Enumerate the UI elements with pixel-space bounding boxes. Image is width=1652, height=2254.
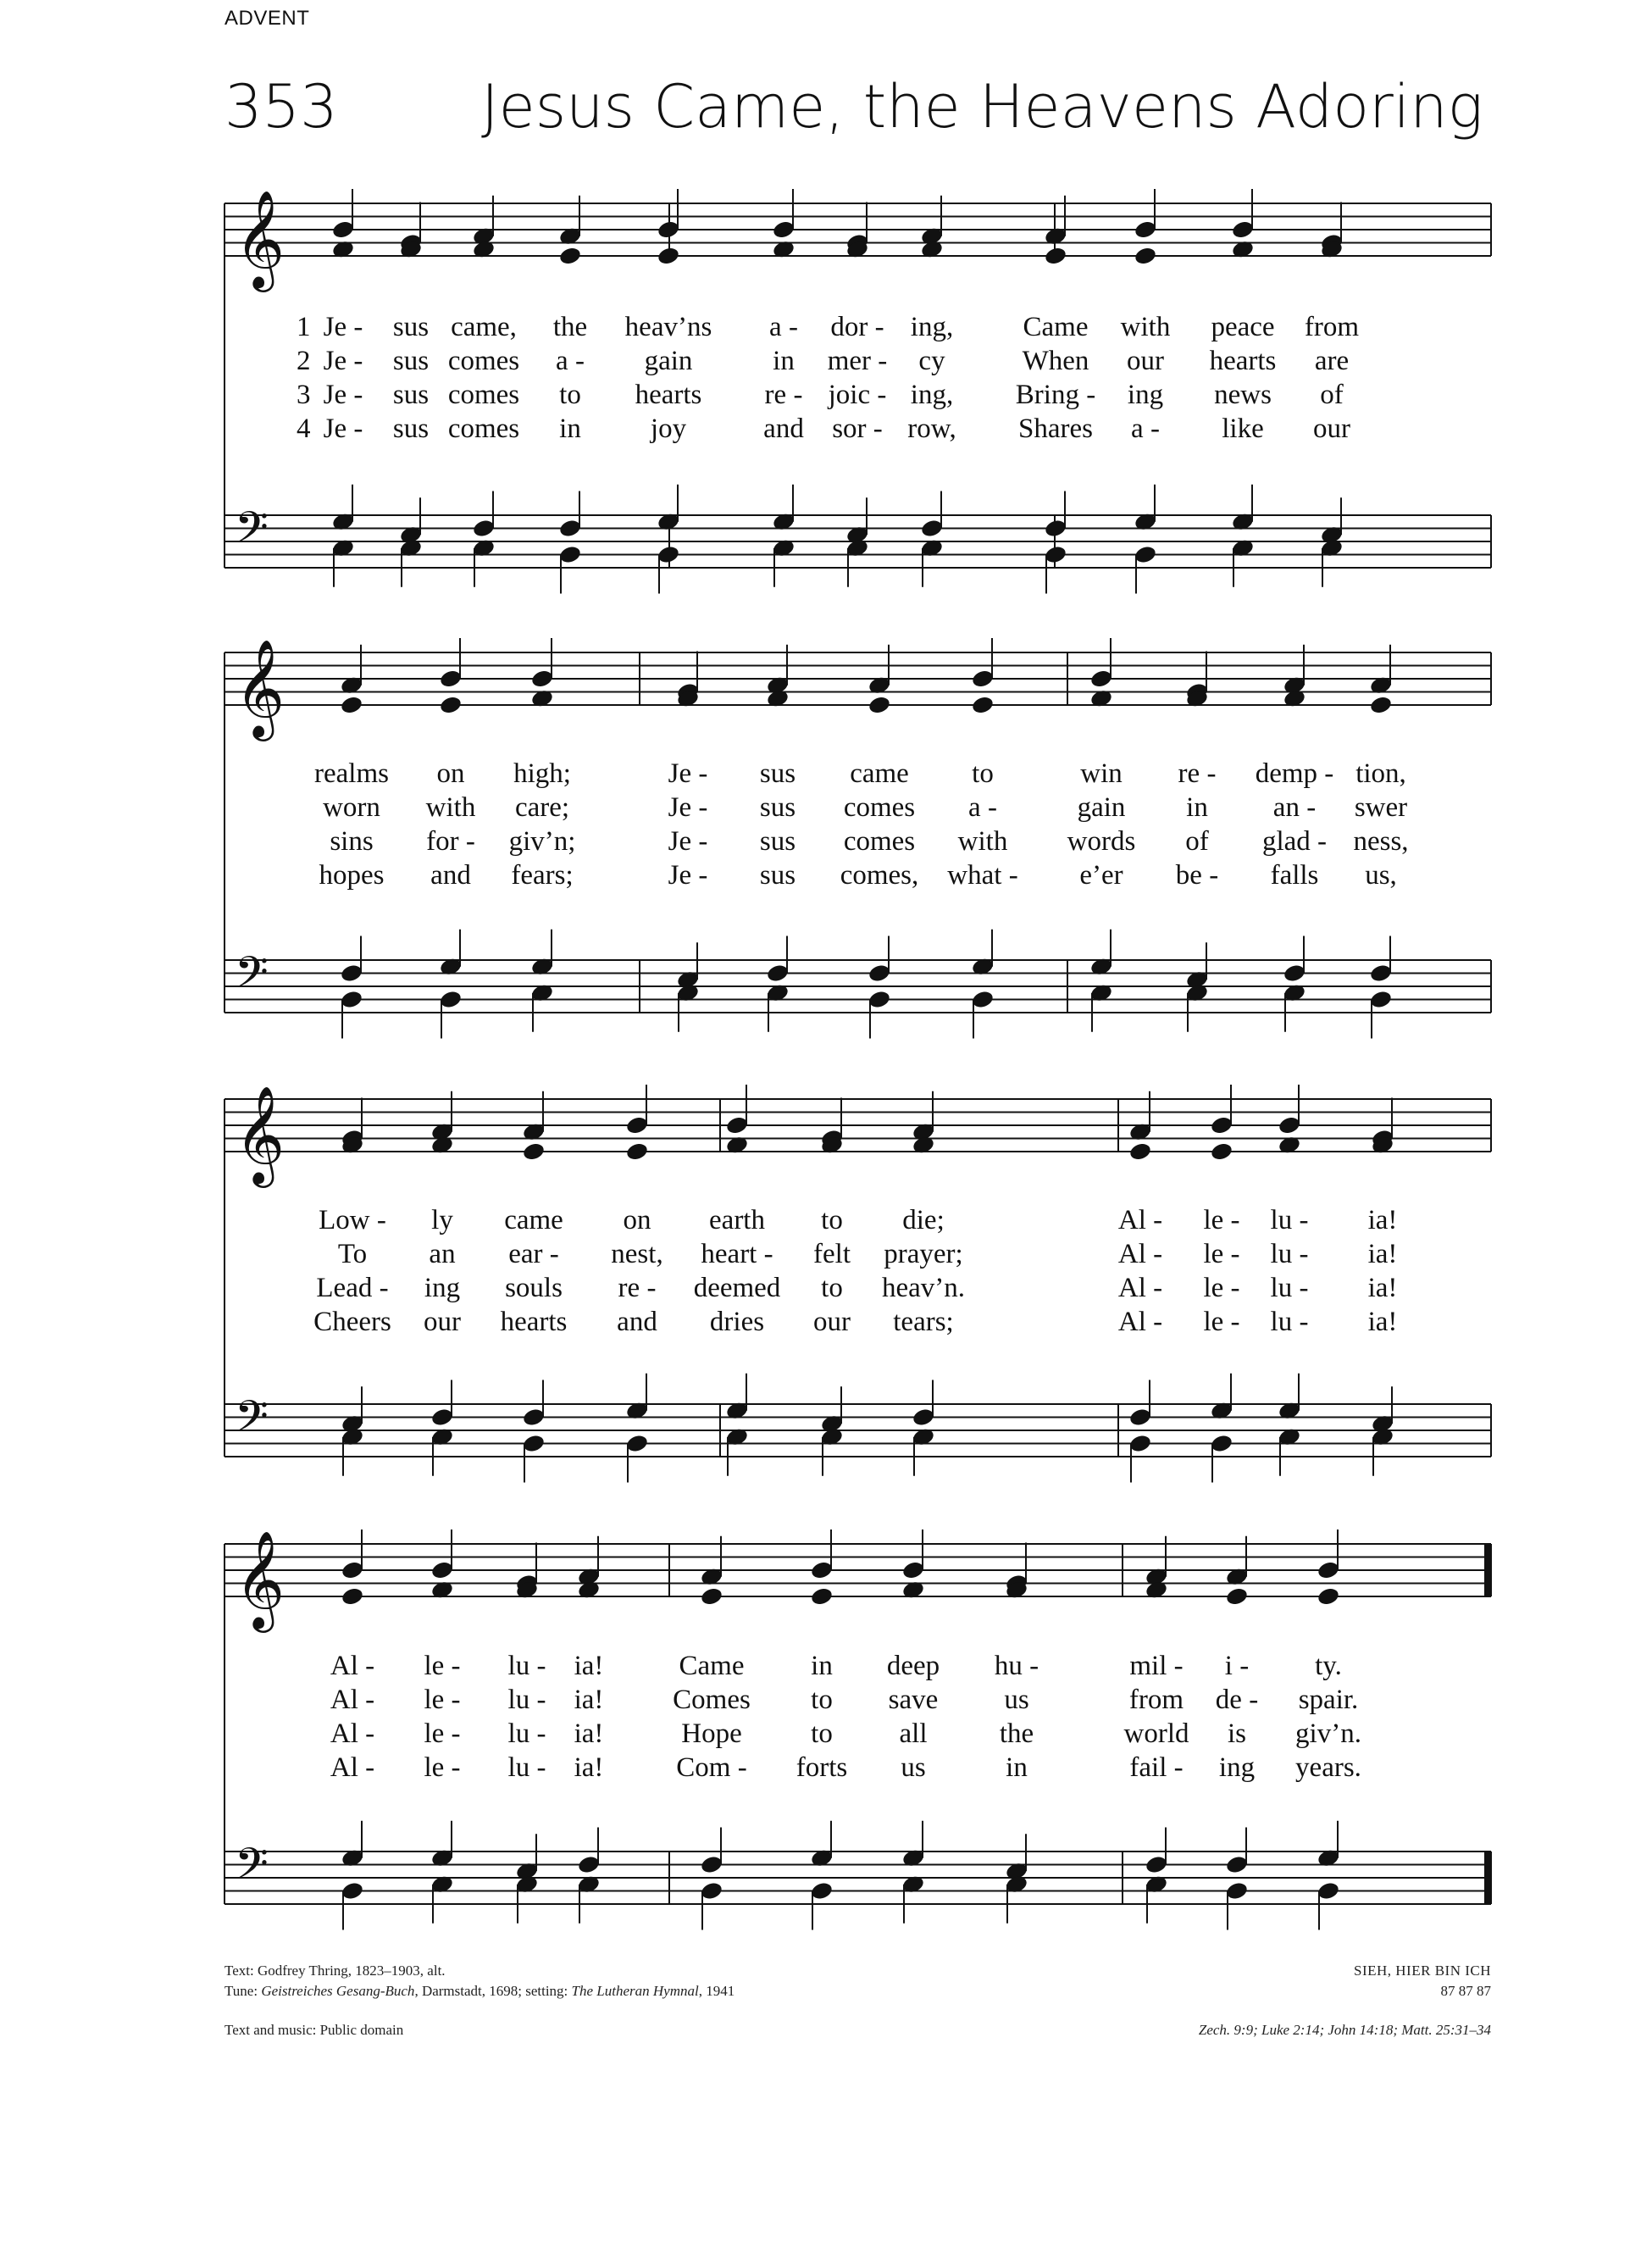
lyric-syllable: dries: [709, 1307, 765, 1337]
lyric-syllable: what -: [947, 860, 1018, 891]
lyric-syllable: ia!: [1367, 1205, 1398, 1235]
lyric-syllable: de -: [1215, 1685, 1259, 1715]
lyric-syllable: ia!: [1367, 1239, 1398, 1269]
lyric-syllable: to: [821, 1273, 843, 1303]
lyric-syllable: realms: [314, 758, 389, 789]
note-head: [1317, 1560, 1340, 1580]
scripture-text: Zech. 9:9; Luke 2:14; John 14:18; Matt. 25:31–34: [1198, 2022, 1491, 2038]
final-barline: [1484, 1544, 1491, 1596]
lyric-syllable: came: [850, 758, 909, 789]
lyric-syllable: tion,: [1355, 758, 1406, 789]
lyric-syllable: and: [430, 860, 471, 891]
lyric-syllable: lu -: [507, 1752, 546, 1783]
tune-prefix: Tune:: [225, 1983, 262, 1999]
lyric-syllable: from: [1128, 1685, 1184, 1715]
lyric-syllable: Al -: [1117, 1239, 1163, 1269]
note-head: [341, 1560, 364, 1580]
lyric-syllable: words: [1067, 826, 1136, 857]
lyric-syllable: le -: [1203, 1205, 1240, 1235]
lyric-syllable: Al -: [1117, 1205, 1163, 1235]
lyric-syllable: comes: [843, 792, 916, 823]
lyric-syllable: comes: [447, 380, 520, 410]
lyric-syllable: Comes: [673, 1685, 751, 1715]
lyric-syllable: Je -: [323, 414, 363, 444]
lyric-syllable: le -: [1203, 1239, 1240, 1269]
lyric-syllable: is: [1227, 1718, 1247, 1749]
note-head: [700, 1880, 723, 1901]
lyric-syllable: with: [957, 826, 1008, 857]
hymn-title: Jesus Came, the Heavens Adoring: [481, 72, 1483, 142]
hymn-number: 353: [225, 72, 338, 142]
lyric-syllable: hu -: [994, 1651, 1039, 1681]
lyric-syllable: to: [559, 380, 581, 410]
note-head: [700, 1854, 723, 1874]
lyric-syllable: peace: [1211, 312, 1275, 342]
lyric-syllable: of: [1185, 826, 1209, 857]
lyric-syllable: ly: [431, 1205, 453, 1235]
lyric-syllable: ing,: [910, 312, 954, 342]
lyric-syllable: in: [1006, 1752, 1028, 1783]
lyric-syllable: hearts: [635, 380, 702, 410]
lyric-syllable: are: [1314, 346, 1350, 376]
lyric-syllable: Hope: [681, 1718, 742, 1749]
note-head: [1317, 1880, 1340, 1901]
lyric-syllable: worn: [323, 792, 380, 823]
lyric-syllable: fail -: [1129, 1752, 1184, 1783]
lyric-syllable: hearts: [1209, 346, 1277, 376]
section-label: ADVENT: [225, 7, 310, 30]
lyric-syllable: le -: [1203, 1307, 1240, 1337]
note-head: [810, 1560, 834, 1580]
lyric-syllable: re -: [1178, 758, 1217, 789]
lyric-syllable: comes,: [840, 860, 919, 891]
treble-clef-icon: 𝄞: [235, 1530, 285, 1629]
bass-clef-icon: 𝄢: [235, 1390, 269, 1452]
lyric-syllable: ness,: [1353, 826, 1409, 857]
lyric-syllable: comes: [447, 346, 520, 376]
lyric-syllable: years.: [1295, 1752, 1361, 1783]
lyric-syllable: lu -: [507, 1718, 546, 1749]
lyric-syllable: sus: [392, 414, 430, 444]
final-barline: [1484, 1852, 1491, 1904]
lyric-syllable: lu -: [1270, 1307, 1309, 1337]
lyric-syllable: mer -: [827, 346, 888, 376]
lyric-syllable: Je -: [668, 792, 708, 823]
lyric-syllable: demp -: [1255, 758, 1334, 789]
lyric-syllable: came: [504, 1205, 563, 1235]
lyric-syllable: ing,: [910, 380, 954, 410]
lyric-syllable: heav’ns: [624, 312, 712, 342]
lyric-syllable: in: [1186, 792, 1208, 823]
lyric-syllable: comes: [447, 414, 520, 444]
lyric-line: [0, 1751, 1652, 1785]
lyric-syllable: To: [337, 1239, 368, 1269]
lyric-syllable: a -: [968, 792, 997, 823]
lyric-syllable: falls: [1270, 860, 1319, 891]
note-head: [810, 1586, 834, 1607]
lyric-syllable: us: [901, 1752, 926, 1783]
lyric-syllable: win: [1080, 758, 1123, 789]
lyric-syllable: and: [617, 1307, 657, 1337]
lyric-syllable: ia!: [1367, 1273, 1398, 1303]
lyric-syllable: with: [1120, 312, 1171, 342]
lyric-syllable: Je -: [668, 860, 708, 891]
note-head: [1317, 1586, 1340, 1607]
tune-name: SIEH, HIER BIN ICH: [1354, 1963, 1491, 1979]
lyric-syllable: on: [436, 758, 465, 789]
note-head: [1225, 1586, 1249, 1607]
tune-meter: 87 87 87: [1440, 1983, 1491, 1999]
lyric-line: [0, 1717, 1652, 1751]
lyric-syllable: save: [888, 1685, 939, 1715]
lyric-syllable: our: [424, 1307, 461, 1337]
lyric-syllable: Came: [1023, 312, 1089, 342]
lyric-syllable: for -: [426, 826, 475, 857]
lyric-syllable: mil -: [1129, 1651, 1184, 1681]
lyric-syllable: ia!: [574, 1685, 604, 1715]
lyric-syllable: sus: [759, 826, 796, 857]
lyric-syllable: Com -: [676, 1752, 747, 1783]
lyric-syllable: spair.: [1298, 1685, 1359, 1715]
lyric-syllable: lu -: [1270, 1273, 1309, 1303]
lyric-syllable: prayer;: [884, 1239, 963, 1269]
note-head: [341, 1586, 364, 1607]
lyric-syllable: i -: [1224, 1651, 1250, 1681]
lyric-syllable: hearts: [500, 1307, 568, 1337]
lyric-syllable: gain: [1077, 792, 1126, 823]
lyric-syllable: with: [425, 792, 476, 823]
lyric-syllable: heav’n.: [881, 1273, 966, 1303]
lyric-syllable: le -: [1203, 1273, 1240, 1303]
lyric-syllable: Al -: [330, 1752, 375, 1783]
copyright: Text and music: Public domain: [225, 2022, 404, 2038]
lyric-syllable: sins: [330, 826, 374, 857]
lyric-line: [0, 1683, 1652, 1717]
lyric-syllable: Lead -: [316, 1273, 389, 1303]
lyric-syllable: lu -: [1270, 1205, 1309, 1235]
lyric-syllable: on: [623, 1205, 651, 1235]
lyric-syllable: Al -: [330, 1651, 375, 1681]
lyric-syllable: sus: [392, 380, 430, 410]
stanza-number: 4: [297, 414, 311, 444]
lyric-syllable: sus: [392, 346, 430, 376]
lyric-syllable: ing: [1218, 1752, 1256, 1783]
lyric-syllable: fears;: [511, 860, 574, 891]
lyric-syllable: sus: [759, 758, 796, 789]
lyric-syllable: in: [559, 414, 581, 444]
lyric-syllable: to: [972, 758, 994, 789]
note-head: [901, 1560, 925, 1580]
bass-clef-icon: 𝄢: [235, 501, 269, 564]
lyric-syllable: Bring -: [1015, 380, 1096, 410]
lyric-syllable: us: [1004, 1685, 1029, 1715]
lyric-syllable: earth: [709, 1205, 765, 1235]
lyric-syllable: and: [763, 414, 804, 444]
lyric-syllable: Je -: [323, 346, 363, 376]
note-head: [1225, 1854, 1249, 1874]
lyric-syllable: le -: [424, 1651, 461, 1681]
tune-year: , 1941: [698, 1983, 735, 1999]
lyric-syllable: re -: [764, 380, 803, 410]
lyric-syllable: lu -: [1270, 1239, 1309, 1269]
lyric-syllable: Al -: [1117, 1307, 1163, 1337]
lyric-syllable: re -: [618, 1273, 657, 1303]
lyric-syllable: an -: [1272, 792, 1317, 823]
lyric-syllable: a -: [556, 346, 585, 376]
lyric-syllable: Cheers: [313, 1307, 391, 1337]
footer-tune-credit: [225, 1983, 735, 2000]
lyric-syllable: forts: [796, 1752, 848, 1783]
scripture-refs: [1199, 2022, 1491, 2039]
lyric-syllable: to: [811, 1718, 833, 1749]
lyric-syllable: ia!: [574, 1651, 604, 1681]
lyric-syllable: our: [1127, 346, 1164, 376]
lyric-syllable: ing: [1127, 380, 1164, 410]
lyric-syllable: be -: [1175, 860, 1219, 891]
lyric-syllable: the: [552, 312, 588, 342]
lyric-syllable: our: [813, 1307, 851, 1337]
lyric-syllable: sus: [759, 792, 796, 823]
note-head: [1225, 1880, 1249, 1901]
lyric-syllable: a -: [1131, 414, 1160, 444]
lyric-syllable: to: [811, 1685, 833, 1715]
note-head: [810, 1880, 834, 1901]
lyric-syllable: lu -: [507, 1651, 546, 1681]
treble-clef-icon: 𝄞: [235, 1085, 285, 1184]
lyric-syllable: le -: [424, 1752, 461, 1783]
lyric-syllable: high;: [513, 758, 571, 789]
note-head: [577, 1854, 601, 1874]
lyric-syllable: Je -: [323, 380, 363, 410]
lyric-syllable: le -: [424, 1718, 461, 1749]
lyric-syllable: Al -: [330, 1718, 375, 1749]
lyric-syllable: all: [899, 1718, 928, 1749]
lyric-syllable: from: [1304, 312, 1360, 342]
lyric-syllable: deep: [886, 1651, 940, 1681]
lyric-syllable: Shares: [1018, 414, 1093, 444]
lyric-syllable: deemed: [693, 1273, 781, 1303]
lyric-syllable: Low -: [319, 1205, 386, 1235]
lyric-syllable: to: [821, 1205, 843, 1235]
lyric-syllable: ear -: [508, 1239, 559, 1269]
bass-clef-icon: 𝄢: [235, 1837, 269, 1900]
bass-clef-icon: 𝄢: [235, 946, 269, 1008]
note-head: [700, 1586, 723, 1607]
lyric-syllable: lu -: [507, 1685, 546, 1715]
note-head: [1145, 1854, 1168, 1874]
lyric-syllable: ty.: [1315, 1651, 1342, 1681]
tune-setting: The Lutheran Hymnal: [571, 1983, 699, 1999]
lyric-syllable: Je -: [323, 312, 363, 342]
lyric-syllable: tears;: [893, 1307, 954, 1337]
stanza-number: 1: [297, 312, 311, 342]
footer-text-credit: Text: Godfrey Thring, 1823–1903, alt.: [225, 1963, 446, 1979]
lyric-syllable: joy: [650, 414, 687, 444]
treble-clef-icon: 𝄞: [235, 189, 285, 288]
lyric-syllable: e’er: [1079, 860, 1123, 891]
lyric-syllable: of: [1320, 380, 1344, 410]
lyric-syllable: world: [1123, 1718, 1189, 1749]
lyric-syllable: in: [811, 1651, 833, 1681]
lyric-syllable: le -: [424, 1685, 461, 1715]
lyric-syllable: came,: [451, 312, 517, 342]
lyric-syllable: sor -: [832, 414, 883, 444]
lyric-syllable: cy: [918, 346, 945, 376]
lyric-syllable: in: [773, 346, 795, 376]
lyric-syllable: sus: [759, 860, 796, 891]
stanza-number: 3: [297, 380, 311, 410]
lyric-syllable: Al -: [330, 1685, 375, 1715]
lyric-syllable: Came: [679, 1651, 745, 1681]
lyric-syllable: felt: [813, 1239, 851, 1269]
lyric-syllable: our: [1313, 414, 1350, 444]
lyric-syllable: ia!: [1367, 1307, 1398, 1337]
lyric-syllable: die;: [902, 1205, 945, 1235]
lyric-syllable: sus: [392, 312, 430, 342]
tune-source: Geistreiches Gesang-Buch: [261, 1983, 415, 1999]
lyric-syllable: news: [1214, 380, 1272, 410]
treble-clef-icon: 𝄞: [235, 638, 285, 737]
lyric-syllable: hopes: [319, 860, 385, 891]
note-head: [430, 1560, 454, 1580]
lyric-syllable: ing: [424, 1273, 461, 1303]
lyric-syllable: comes: [843, 826, 916, 857]
lyric-syllable: giv’n.: [1295, 1718, 1361, 1749]
lyric-syllable: gain: [644, 346, 693, 376]
lyric-line: [0, 1649, 1652, 1683]
lyric-syllable: giv’n;: [508, 826, 576, 857]
lyric-syllable: Je -: [668, 758, 708, 789]
lyric-syllable: Al -: [1117, 1273, 1163, 1303]
lyric-syllable: row,: [907, 414, 956, 444]
lyric-syllable: nest,: [611, 1239, 663, 1269]
lyric-syllable: glad -: [1261, 826, 1328, 857]
lyric-syllable: dor -: [830, 312, 884, 342]
lyric-syllable: heart -: [701, 1239, 773, 1269]
lyric-syllable: the: [999, 1718, 1034, 1749]
lyric-syllable: joic -: [828, 380, 887, 410]
stanza-number: 2: [297, 346, 311, 376]
lyric-syllable: swer: [1354, 792, 1408, 823]
lyric-syllable: souls: [505, 1273, 563, 1303]
tune-mid: , Darmstadt, 1698; setting:: [414, 1983, 572, 1999]
lyric-syllable: ia!: [574, 1752, 604, 1783]
lyric-syllable: us,: [1365, 860, 1397, 891]
lyric-syllable: a -: [769, 312, 798, 342]
lyric-syllable: like: [1222, 414, 1264, 444]
lyric-syllable: care;: [514, 792, 570, 823]
lyric-syllable: an: [429, 1239, 456, 1269]
lyric-syllable: Je -: [668, 826, 708, 857]
lyric-syllable: ia!: [574, 1718, 604, 1749]
lyric-syllable: When: [1022, 346, 1089, 376]
note-head: [341, 1880, 364, 1901]
